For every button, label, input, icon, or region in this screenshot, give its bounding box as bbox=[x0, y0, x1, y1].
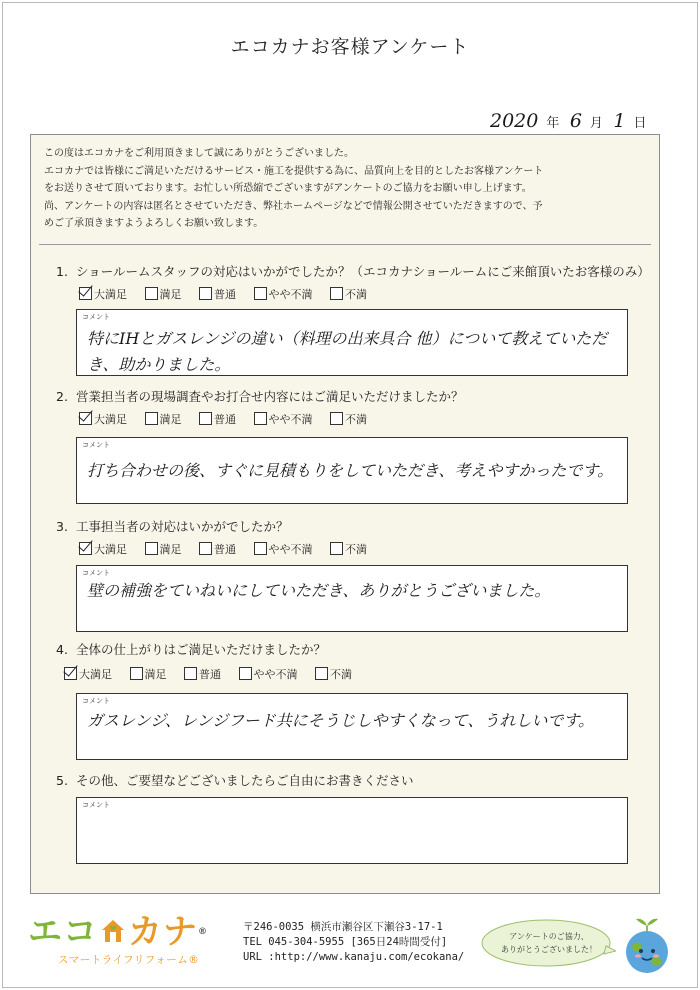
comment-box-2[interactable] bbox=[76, 437, 628, 504]
option-very-satisfied[interactable]: 大満足 bbox=[79, 541, 127, 557]
intro-divider bbox=[39, 244, 651, 245]
date-month-unit: 月 bbox=[589, 116, 603, 131]
comment-box-1[interactable] bbox=[76, 309, 628, 376]
checkbox[interactable] bbox=[199, 287, 212, 300]
intro-line: 尚、アンケートの内容は匿名とさせていただき、弊社ホームページなどで情報公開させていただきますので、予 bbox=[44, 200, 543, 212]
option-neutral[interactable]: 普通 bbox=[199, 286, 236, 302]
comment-text: 特にIHとガスレンジの違い（料理の出来具合 他）について教えていただき、助かりました。 bbox=[87, 329, 608, 374]
question-text: 全体の仕上がりはご満足いただけましたか？ bbox=[76, 642, 327, 657]
question-text: その他、ご要望などございましたらご自由にお書きください bbox=[76, 773, 414, 788]
date-month: 6 bbox=[569, 110, 582, 132]
intro-line: エコカナでは皆様にご満足いただけるサービス・施工を提供する為に、品質向上を目的としたお客様アンケート bbox=[44, 165, 544, 177]
checkbox[interactable] bbox=[254, 412, 267, 425]
survey-date bbox=[490, 110, 653, 132]
checkbox[interactable] bbox=[199, 412, 212, 425]
option-somewhat-dissatisfied[interactable]: やや不満 bbox=[239, 666, 298, 682]
option-dissatisfied[interactable]: 不満 bbox=[330, 286, 367, 302]
question-number: 5. bbox=[56, 773, 68, 788]
page-title: エコカナお客様アンケート bbox=[230, 36, 470, 58]
checkbox[interactable] bbox=[130, 667, 143, 680]
footer bbox=[0, 900, 700, 986]
comment-text: 壁の補強をていねいにしていただき、ありがとうございました。 bbox=[87, 581, 551, 600]
option-dissatisfied[interactable]: 不満 bbox=[330, 411, 367, 427]
question-2-options bbox=[79, 411, 381, 427]
comment-text: ガスレンジ、レンジフード共にそうじしやすくなって、うれしいです。 bbox=[87, 711, 595, 730]
logo-wordmark bbox=[28, 912, 218, 952]
comment-box-3[interactable] bbox=[76, 565, 628, 632]
question-3-options bbox=[79, 541, 381, 557]
bubble-text: アンケートのご協力、 ありがとうございました！ bbox=[501, 932, 597, 954]
company-contact bbox=[243, 920, 464, 965]
checkbox[interactable] bbox=[64, 667, 77, 680]
survey-panel bbox=[30, 134, 660, 894]
question-text: ショールームスタッフの対応はいかがでしたか？（エコカナショールームにご来館頂いたお客様のみ） bbox=[76, 264, 650, 279]
company-address: 〒246-0035 横浜市瀬谷区下瀬谷3-17-1 bbox=[243, 921, 443, 933]
option-satisfied[interactable]: 満足 bbox=[145, 411, 182, 427]
checkbox[interactable] bbox=[79, 412, 92, 425]
option-neutral[interactable]: 普通 bbox=[199, 541, 236, 557]
option-dissatisfied[interactable]: 不満 bbox=[315, 666, 352, 682]
option-somewhat-dissatisfied[interactable]: やや不満 bbox=[254, 541, 313, 557]
checkbox[interactable] bbox=[145, 412, 158, 425]
logo-tagline: スマートライフリフォーム® bbox=[58, 954, 200, 966]
logo-text-eco: エコ bbox=[28, 912, 98, 952]
comment-label: コメント bbox=[82, 313, 110, 321]
checkbox[interactable] bbox=[254, 287, 267, 300]
question-number: 1. bbox=[56, 264, 68, 279]
question-5 bbox=[56, 771, 656, 789]
option-satisfied[interactable]: 満足 bbox=[145, 541, 182, 557]
company-tel: TEL 045-304-5955 [365日24時間受付] bbox=[243, 936, 448, 948]
question-text: 工事担当者の対応はいかがでしたか？ bbox=[76, 519, 289, 534]
comment-box-4[interactable] bbox=[76, 693, 628, 760]
house-icon bbox=[100, 913, 126, 939]
checkbox[interactable] bbox=[254, 542, 267, 555]
date-year-unit: 年 bbox=[546, 116, 560, 131]
checkbox[interactable] bbox=[330, 287, 343, 300]
option-very-satisfied[interactable]: 大満足 bbox=[79, 286, 127, 302]
date-day-unit: 日 bbox=[633, 116, 647, 131]
question-4-options bbox=[64, 666, 366, 682]
question-3 bbox=[56, 517, 656, 535]
comment-label: コメント bbox=[82, 441, 110, 449]
intro-line: この度はエコカナをご利用頂きまして誠にありがとうございました。 bbox=[44, 148, 354, 159]
logo-text-kana: カナ bbox=[128, 912, 198, 952]
checkbox[interactable] bbox=[239, 667, 252, 680]
option-satisfied[interactable]: 満足 bbox=[145, 286, 182, 302]
comment-label: コメント bbox=[82, 697, 110, 705]
checkbox[interactable] bbox=[145, 287, 158, 300]
option-neutral[interactable]: 普通 bbox=[199, 411, 236, 427]
option-very-satisfied[interactable]: 大満足 bbox=[79, 411, 127, 427]
comment-label: コメント bbox=[82, 801, 110, 809]
intro-line: をお送りさせて頂いております。お忙しい所恐縮でございますがアンケートのご協力をお願い申し上げます。 bbox=[44, 183, 532, 194]
thanks-speech-bubble bbox=[480, 918, 608, 968]
option-very-satisfied[interactable]: 大満足 bbox=[64, 666, 112, 682]
checkbox[interactable] bbox=[79, 287, 92, 300]
checkbox[interactable] bbox=[184, 667, 197, 680]
checkbox[interactable] bbox=[330, 542, 343, 555]
question-number: 4. bbox=[56, 642, 68, 657]
option-dissatisfied[interactable]: 不満 bbox=[330, 541, 367, 557]
checkbox[interactable] bbox=[145, 542, 158, 555]
question-1-options bbox=[79, 286, 381, 302]
checkbox[interactable] bbox=[330, 412, 343, 425]
option-neutral[interactable]: 普通 bbox=[184, 666, 221, 682]
question-4 bbox=[56, 640, 656, 658]
intro-line: めご了承頂きますようよろしくお願い致します。 bbox=[44, 218, 264, 229]
comment-label: コメント bbox=[82, 569, 110, 577]
date-year: 2020 bbox=[490, 110, 539, 132]
question-2 bbox=[56, 387, 656, 405]
option-somewhat-dissatisfied[interactable]: やや不満 bbox=[254, 411, 313, 427]
question-text: 営業担当者の現場調査やお打合せ内容にはご満足いただけましたか？ bbox=[76, 389, 464, 404]
checkbox[interactable] bbox=[79, 542, 92, 555]
company-url[interactable]: URL :http://www.kanaju.com/ecokana/ bbox=[243, 951, 465, 963]
intro-text bbox=[44, 145, 654, 233]
date-day: 1 bbox=[613, 110, 626, 132]
option-satisfied[interactable]: 満足 bbox=[130, 666, 167, 682]
comment-box-5[interactable] bbox=[76, 797, 628, 864]
checkbox[interactable] bbox=[199, 542, 212, 555]
option-somewhat-dissatisfied[interactable]: やや不満 bbox=[254, 286, 313, 302]
comment-text: 打ち合わせの後、すぐに見積もりをしていただき、考えやすかったです。 bbox=[87, 461, 614, 480]
question-number: 3. bbox=[56, 519, 68, 534]
logo-registered: ® bbox=[198, 927, 208, 937]
ecokana-logo bbox=[28, 912, 218, 968]
question-number: 2. bbox=[56, 389, 68, 404]
checkbox[interactable] bbox=[315, 667, 328, 680]
question-1 bbox=[56, 262, 656, 280]
globe-mascot-icon bbox=[612, 912, 682, 986]
